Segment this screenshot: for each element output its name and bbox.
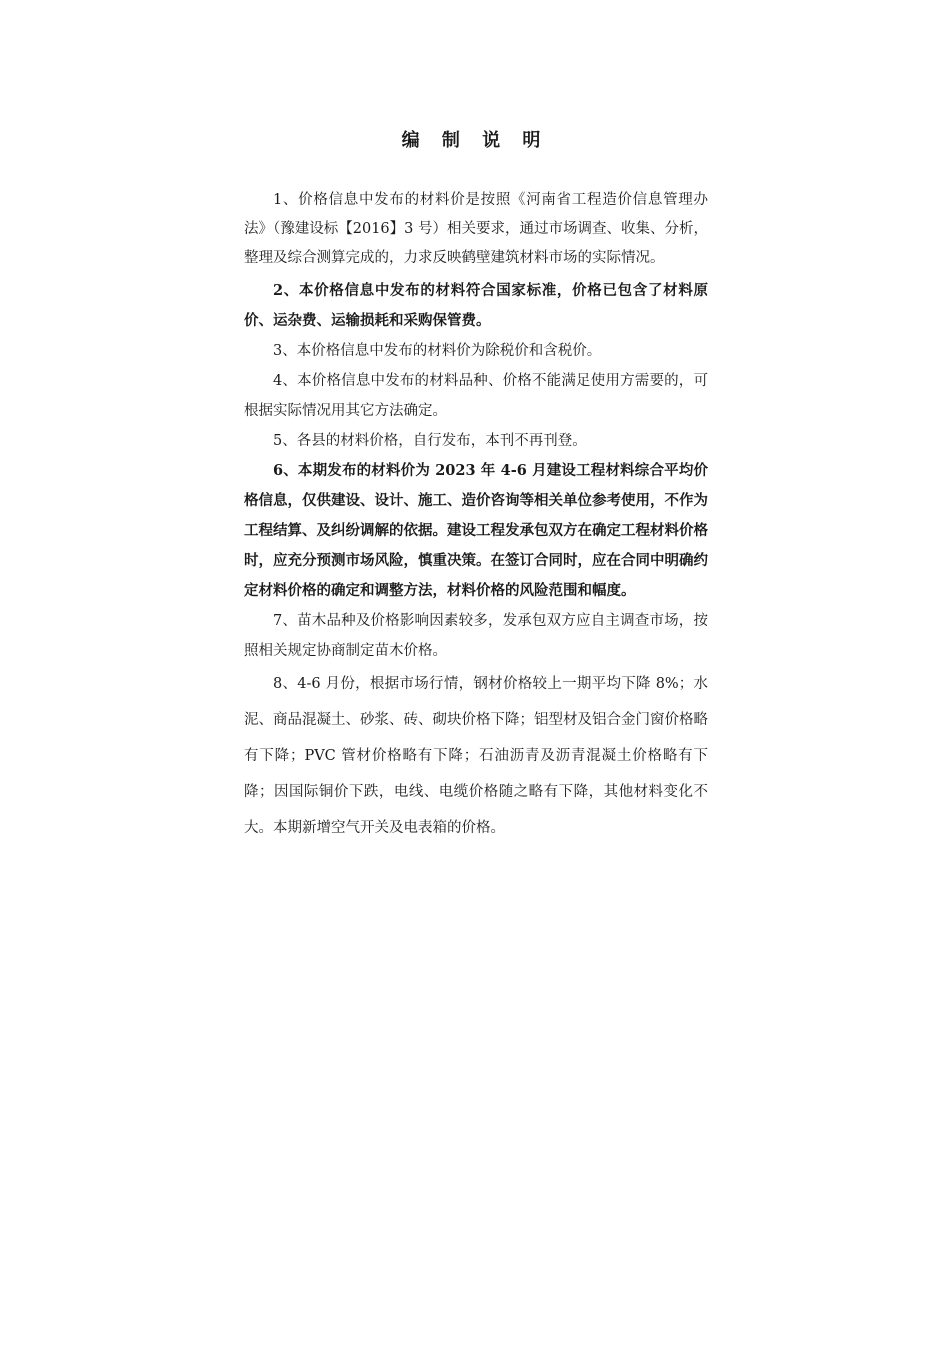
paragraph-6: 6、本期发布的材料价为 2023 年 4-6 月建设工程材料综合平均价格信息，仅供建设、设计、施工、造价咨询等相关单位参考使用，不作为工程结算、及纠纷调解的依据。建设工程发承包双方在确定工程材料价格时，应充分预测市场风险，慎重决策。在签订合同时，应在合同中明确约定材料价格的确定和调整方法，材料价格的风险范围和幅度。	[244, 462, 708, 599]
paragraph-4: 4、本价格信息中发布的材料品种、价格不能满足使用方需要的，可根据实际情况用其它方法确定。	[244, 373, 708, 419]
paragraph-1: 1、价格信息中发布的材料价是按照《河南省工程造价信息管理办法》（豫建设标【2016】3 号）相关要求，通过市场调查、收集、分析，整理及综合测算完成的，力求反映鹤壁建筑材料市场的实际情况。	[244, 192, 708, 266]
paragraph-8: 8、4-6 月份，根据市场行情，钢材价格较上一期平均下降 8%；水泥、商品混凝土、砂浆、砖、砌块价格下降；铝型材及铝合金门窗价格略有下降；PVC 管材价格略有下降；石油沥青及沥青混凝土价格略有下降；因国际铜价下跌，电线、电缆价格随之略有下降，其他材料变化不大。本期新增空气开关及电表箱的价格。	[244, 676, 708, 836]
document-body	[244, 186, 708, 846]
paragraph-3: 3、本价格信息中发布的材料价为除税价和含税价。	[273, 343, 602, 359]
paragraph-2: 2、本价格信息中发布的材料符合国家标准，价格已包含了材料原价、运杂费、运输损耗和采购保管费。	[244, 282, 708, 329]
paragraph-7: 7、苗木品种及价格影响因素较多，发承包双方应自主调查市场，按照相关规定协商制定苗木价格。	[244, 613, 708, 659]
paragraph-5: 5、各县的材料价格，自行发布，本刊不再刊登。	[273, 433, 587, 449]
document-title: 编 制 说 明	[401, 130, 549, 151]
